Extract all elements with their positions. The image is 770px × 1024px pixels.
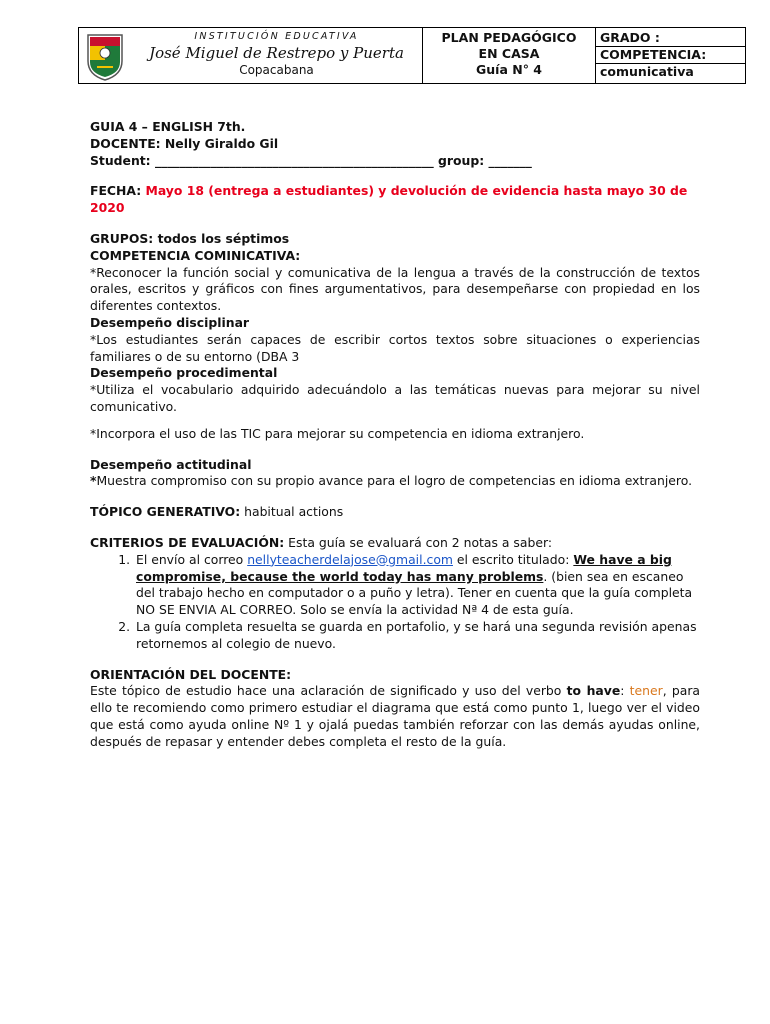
criteria-item-2: 2. La guía completa resuelta se guarda en portafolio, y se hará una segunda revisión apenas retornemos al colegio de nuevo. (134, 619, 700, 653)
criteria-item-1-text-b: el escrito titulado: (452, 551, 574, 567)
verb-to-have: to have (566, 683, 621, 699)
school-shield-logo (85, 31, 125, 81)
actitudinal-text (90, 473, 700, 490)
criterios-intro: Esta guía se evaluará con 2 notas a saber: (284, 534, 553, 550)
school-name: José Miguel de Restrepo y Puerta (149, 44, 404, 62)
procedimental-text-2: *Incorpora el uso de las TIC para mejorar su competencia en idioma extranjero. (90, 425, 585, 441)
actitudinal-body: Muestra compromiso con su propio avance para el logro de competencias en idioma extranjero. (96, 473, 693, 489)
grade-label: GRADO : (596, 30, 745, 47)
criterios-label: CRITERIOS DE EVALUACIÓN: (90, 534, 285, 550)
orientacion-text-a: Este tópico de estudio hace una aclaración de significado y uso del verbo (90, 683, 567, 699)
plan-title-line2: EN CASA (478, 46, 540, 61)
fecha-label: FECHA: (90, 183, 142, 199)
school-title-block (135, 30, 418, 78)
competence-label: COMPETENCIA: (596, 47, 745, 64)
institution-label: INSTITUCIÓN EDUCATIVA (194, 31, 359, 42)
plan-title-line1: PLAN PEDAGÓGICO (441, 30, 577, 45)
criteria-item-1-text-c: . (bien sea en escaneo del trabajo hecho en computador o a puño y letra). Tener en cuenta que la guía completa NO SE ENVIA AL CORREO. Solo se envía la actividad Nª 4 de esta guía. (136, 568, 693, 618)
competencia-heading: COMPETENCIA COMINICATIVA: (90, 247, 301, 263)
student-line: Student: _____________________________________________ group: _______ (90, 152, 532, 168)
grupos-line: GRUPOS: todos los séptimos (90, 230, 290, 246)
competencia-text: *Reconocer la función social y comunicativa de la lengua a través de la construcción de textos orales, escritos y gráficos con fines argumentativos, para desempeñarse con propiedad en los diferentes contextos. (90, 264, 700, 314)
fecha-value: Mayo 18 (entrega a estudiantes) y devolución de evidencia hasta mayo 30 de 2020 (90, 183, 688, 216)
actitudinal-heading: Desempeño actitudinal (90, 456, 252, 472)
procedimental-text-1: *Utiliza el vocabulario adquirido adecuándolo a las temáticas nuevas para mejorar su nivel comunicativo. (90, 382, 700, 414)
topico-label: TÓPICO GENERATIVO: (90, 504, 241, 520)
essay-title: We have a big compromise, because the world today has many problems (136, 551, 672, 584)
teacher-email-link[interactable]: nellyteacherdelajose@gmail.com (247, 551, 453, 567)
school-cell (79, 28, 423, 84)
disciplinar-heading: Desempeño disciplinar (90, 314, 250, 330)
topico-value: habitual actions (240, 504, 344, 520)
criteria-item-1 (134, 552, 700, 619)
orientacion-text-b: , para ello te recomiendo como primero estudiar el diagrama que está como punto 1, luego ver el video que está como ayuda online Nº 1 y ojalá puedas también reforzar con las demás ayudas online, después de repasar y entender debes completa el resto de la guía. (90, 683, 701, 749)
competence-value: comunicativa (600, 64, 694, 79)
criterios-line (90, 535, 700, 552)
teacher-line: DOCENTE: Nelly Giraldo Gil (90, 135, 279, 151)
fecha-line (90, 183, 700, 217)
plan-cell (423, 28, 596, 84)
topico-line (90, 504, 700, 521)
orientacion-heading: ORIENTACIÓN DEL DOCENTE: (90, 666, 292, 682)
header-table (78, 27, 746, 84)
orientacion-text (90, 683, 700, 750)
orientacion-colon: : (620, 683, 630, 699)
actitudinal-star: * (90, 473, 97, 489)
criteria-list (90, 552, 700, 653)
guide-title: GUIA 4 – ENGLISH 7th. (90, 119, 246, 134)
verb-translation: tener (629, 683, 663, 699)
procedimental-heading: Desempeño procedimental (90, 365, 278, 381)
disciplinar-text: *Los estudiantes serán capaces de escribir cortos textos sobre situaciones o experiencias familiares o de su entorno (DBA 3 (90, 331, 700, 364)
criteria-item-1-text-a: El envío al correo (136, 551, 248, 567)
document-body (90, 119, 700, 751)
town-name: Copacabana (239, 63, 314, 77)
guide-number: Guía N° 4 (476, 62, 542, 77)
grade-cell (596, 28, 746, 84)
